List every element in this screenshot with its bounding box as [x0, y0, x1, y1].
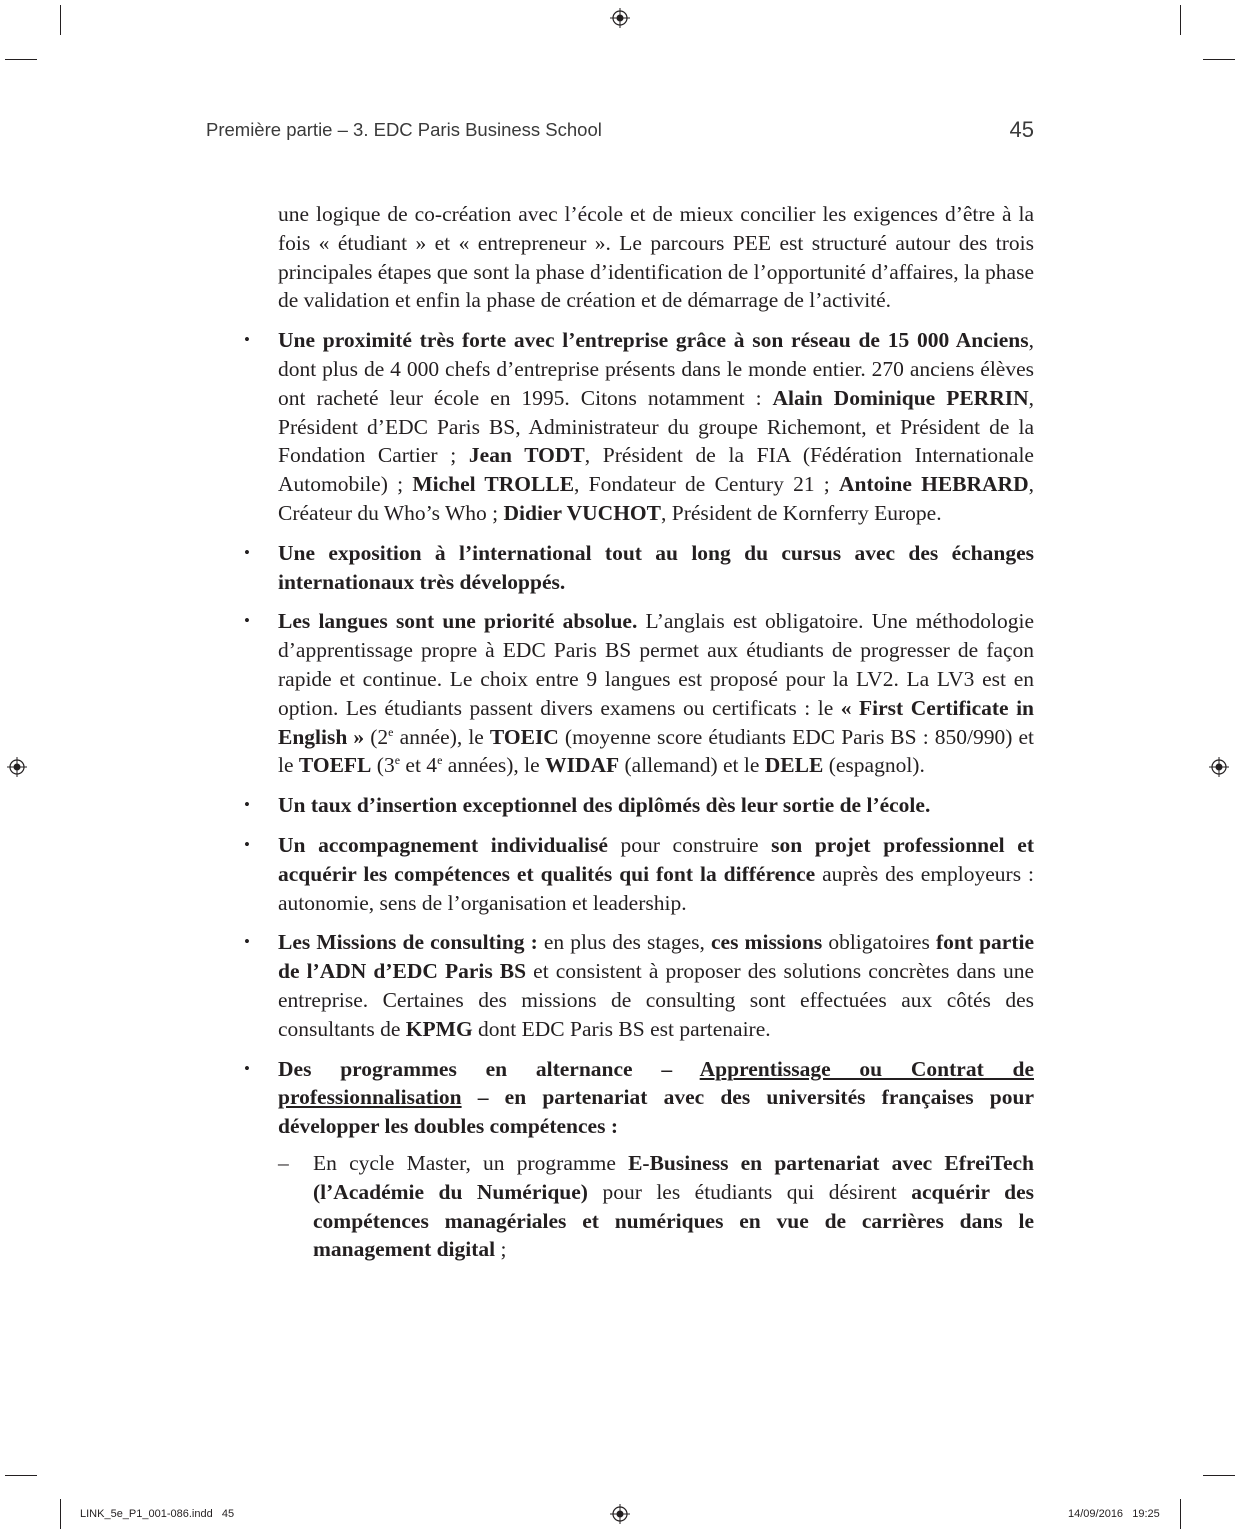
- registration-mark-icon: [1209, 757, 1229, 777]
- crop-mark: [5, 59, 37, 60]
- list-item: [244, 791, 1034, 820]
- running-title: Première partie – 3. EDC Paris Business School: [206, 119, 602, 140]
- bullet-icon: •: [244, 611, 250, 631]
- list-item-text: Un accompagnement individualisé pour construire son projet professionnel et acquérir les compétences et qualités qui font la différence auprès des employeurs : autonomie, sens de l’organisation et leadership.: [278, 832, 1034, 915]
- list-item: [244, 1055, 1034, 1265]
- bullet-icon: •: [244, 834, 250, 854]
- list-item: [244, 607, 1035, 780]
- registration-mark-icon: [610, 8, 630, 28]
- bullet-icon: •: [244, 542, 250, 562]
- slug-datetime: 14/09/2016 19:25: [1068, 1508, 1160, 1520]
- bullet-icon: •: [244, 795, 250, 815]
- list-item: [244, 539, 1034, 597]
- list-item: [244, 326, 1034, 528]
- sub-list-item: [278, 1149, 1034, 1264]
- bullet-icon: •: [244, 1058, 250, 1078]
- list-item-text: Des programmes en alternance – Apprentissage ou Contrat de professionnalisation – en partenariat avec des universités françaises pour développer les doubles compétences :: [278, 1056, 1034, 1139]
- list-item: [244, 831, 1034, 917]
- registration-mark-icon: [7, 757, 27, 777]
- crop-mark: [1203, 59, 1235, 60]
- bullet-icon: •: [244, 932, 250, 952]
- body-text: [244, 200, 1035, 1275]
- list-item-text: Les Missions de consulting : en plus des stages, ces missions obligatoires font partie de l’ADN d’EDC Paris BS et consistent à proposer des solutions concrètes dans une entreprise. Certaines des missions de consulting sont effectuées aux côtés des consultants de KPMG dont EDC Paris BS est partenaire.: [278, 930, 1035, 1041]
- list-item-text: Une exposition à l’international tout au long du cursus avec des échanges internationaux très développés.: [278, 540, 1034, 594]
- crop-mark: [1180, 5, 1181, 35]
- list-item: [244, 928, 1035, 1043]
- dash-marker: –: [278, 1150, 289, 1175]
- intro-paragraph: une logique de co-création avec l’école et de mieux concilier les exigences d’être à la fois « étudiant » et « entrepreneur ». Le parcours PEE est structuré autour des trois principales étapes que sont la phase d’identification de l’opportunité d’affaires, la phase de validation et enfin la phase de création et de démarrage de l’activité.: [278, 202, 1034, 313]
- crop-mark: [1203, 1475, 1235, 1476]
- list-item-text: Un taux d’insertion exceptionnel des diplômés dès leur sortie de l’école.: [278, 793, 931, 818]
- bullet-icon: •: [244, 330, 250, 350]
- sub-list-item-text: En cycle Master, un programme E-Business en partenariat avec EfreiTech (l’Académie du Numérique) pour les étudiants qui désirent acquérir des compétences managériales et numériques en vue de carrières dans le management digital ;: [313, 1150, 1034, 1262]
- registration-mark-icon: [610, 1504, 630, 1524]
- crop-mark: [5, 1475, 37, 1476]
- page-number: 45: [1009, 117, 1034, 142]
- crop-mark: [60, 1499, 61, 1529]
- list-item-text: Les langues sont une priorité absolue. L’anglais est obligatoire. Une méthodologie d’apprentissage propre à EDC Paris BS permet aux étudiants de progresser de façon rapide et continue. Le choix entre 9 langues est proposé pour la LV2. La LV3 est en option. Les étudiants passent divers examens ou certificats : le « First Certificate in English » (2e année), le TOEIC (moyenne score étudiants EDC Paris BS : 850/990) et le TOEFL (3e et 4e années), le WIDAF (allemand) et le DELE (espagnol).: [278, 609, 1035, 778]
- slug-filename: LINK_5e_P1_001-086.indd 45: [80, 1508, 235, 1520]
- crop-mark: [60, 5, 61, 35]
- crop-mark: [1180, 1499, 1181, 1529]
- list-item-text: Une proximité très forte avec l’entreprise grâce à son réseau de 15 000 Anciens, dont plus de 4 000 chefs d’entreprise présents dans le monde entier. 270 anciens élèves ont racheté leur école en 1995. Citons notamment : Alain Dominique PERRIN, Président d’EDC Paris BS, Administrateur du groupe Richemont, et Président de la Fondation Cartier ; Jean TODT, Président de la FIA (Fédération Internationale Automobile) ; Michel TROLLE, Fondateur de Century 21 ; Antoine HEBRARD, Créateur du Who’s Who ; Didier VUCHOT, Président de Kornferry Europe.: [278, 328, 1034, 525]
